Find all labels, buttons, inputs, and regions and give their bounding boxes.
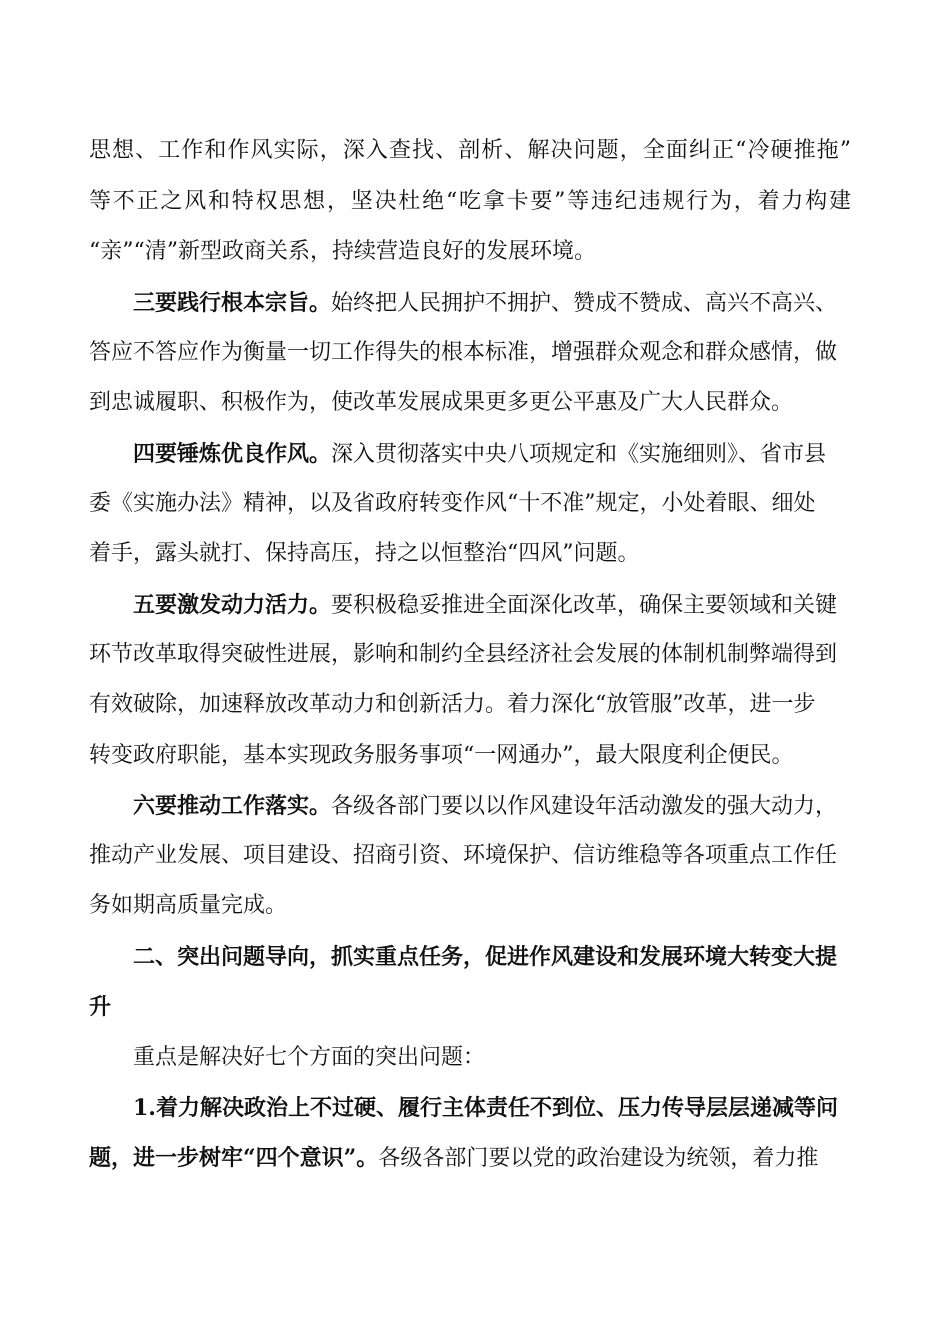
text: 转变政府职能，基本实现政务服务事项“一网通办”，最大限度利企便民。 — [89, 743, 794, 768]
section-heading: 升 — [89, 994, 112, 1020]
text: 委《实施办法》精神，以及省政府转变作风“十不准”规定，小处着眼、细处 — [89, 491, 816, 516]
text: 深入贯彻落实中央八项规定和《实施细则》、省市县 — [331, 442, 827, 467]
paragraph-line — [0, 585, 950, 625]
text: 重点是解决好七个方面的突出问题： — [133, 1045, 486, 1070]
paragraph-line — [0, 1038, 950, 1078]
text: 思想、工作和作风实际，深入查找、剖析、解决问题，全面纠正“冷硬推拖” — [89, 138, 851, 163]
text: 各级各部门要以党的政治建设为统领，着力推 — [378, 1146, 819, 1171]
paragraph-line — [0, 685, 950, 725]
paragraph-line — [0, 434, 950, 474]
text: 到忠诚履职、积极作为，使改革发展成果更多更公平惠及广大人民群众。 — [89, 390, 794, 415]
paragraph-line — [0, 131, 950, 171]
paragraph-line — [0, 1138, 950, 1178]
paragraph-line — [0, 182, 950, 222]
item-heading: 题，进一步树牢“四个意识”。 — [89, 1145, 379, 1171]
paragraph-heading: 四要锤炼优良作风。 — [133, 441, 332, 467]
section-heading-line — [0, 987, 950, 1027]
paragraph-line — [0, 383, 950, 423]
paragraph-line — [0, 635, 950, 675]
item-heading: 1.着力解决政治上不过硬、履行主体责任不到位、压力传导层层递减等问 — [133, 1095, 838, 1121]
text: 推动产业发展、项目建设、招商引资、环境保护、信访维稳等各项重点工作任 — [89, 843, 838, 868]
paragraph-line — [0, 886, 950, 926]
text: 等不正之风和特权思想，坚决杜绝“吃拿卡要”等违纪违规行为，着力构建 — [89, 189, 851, 214]
text: 要积极稳妥推进全面深化改革，确保主要领域和关键 — [331, 593, 838, 618]
text: “亲”“清”新型政商关系，持续营造良好的发展环境。 — [89, 239, 596, 264]
paragraph-line — [0, 836, 950, 876]
text: 务如期高质量完成。 — [89, 893, 288, 918]
text: 有效破除，加速释放改革动力和创新活力。着力深化“放管服”改革，进一步 — [89, 692, 816, 717]
paragraph-line — [0, 1088, 950, 1128]
text: 环节改革取得突破性进展，影响和制约全县经济社会发展的体制机制弊端得到 — [89, 642, 838, 667]
paragraph-line — [0, 484, 950, 524]
paragraph-line — [0, 736, 950, 776]
paragraph-heading: 五要激发动力活力。 — [133, 592, 332, 618]
paragraph-line — [0, 534, 950, 574]
section-heading-line — [0, 937, 950, 977]
paragraph-heading: 三要践行根本宗旨。 — [133, 290, 332, 316]
paragraph-line — [0, 283, 950, 323]
text: 始终把人民拥护不拥护、赞成不赞成、高兴不高兴、 — [331, 291, 838, 316]
paragraph-line — [0, 333, 950, 373]
paragraph-heading: 六要推动工作落实。 — [133, 793, 332, 819]
paragraph-line — [0, 786, 950, 826]
text: 着手，露头就打、保持高压，持之以恒整治“四风”问题。 — [89, 541, 640, 566]
section-heading: 二、突出问题导向，抓实重点任务，促进作风建设和发展环境大转变大提 — [133, 944, 838, 970]
text: 各级各部门要以以作风建设年活动激发的强大动力， — [331, 794, 838, 819]
text: 答应不答应作为衡量一切工作得失的根本标准，增强群众观念和群众感情，做 — [89, 340, 838, 365]
paragraph-line — [0, 232, 950, 272]
